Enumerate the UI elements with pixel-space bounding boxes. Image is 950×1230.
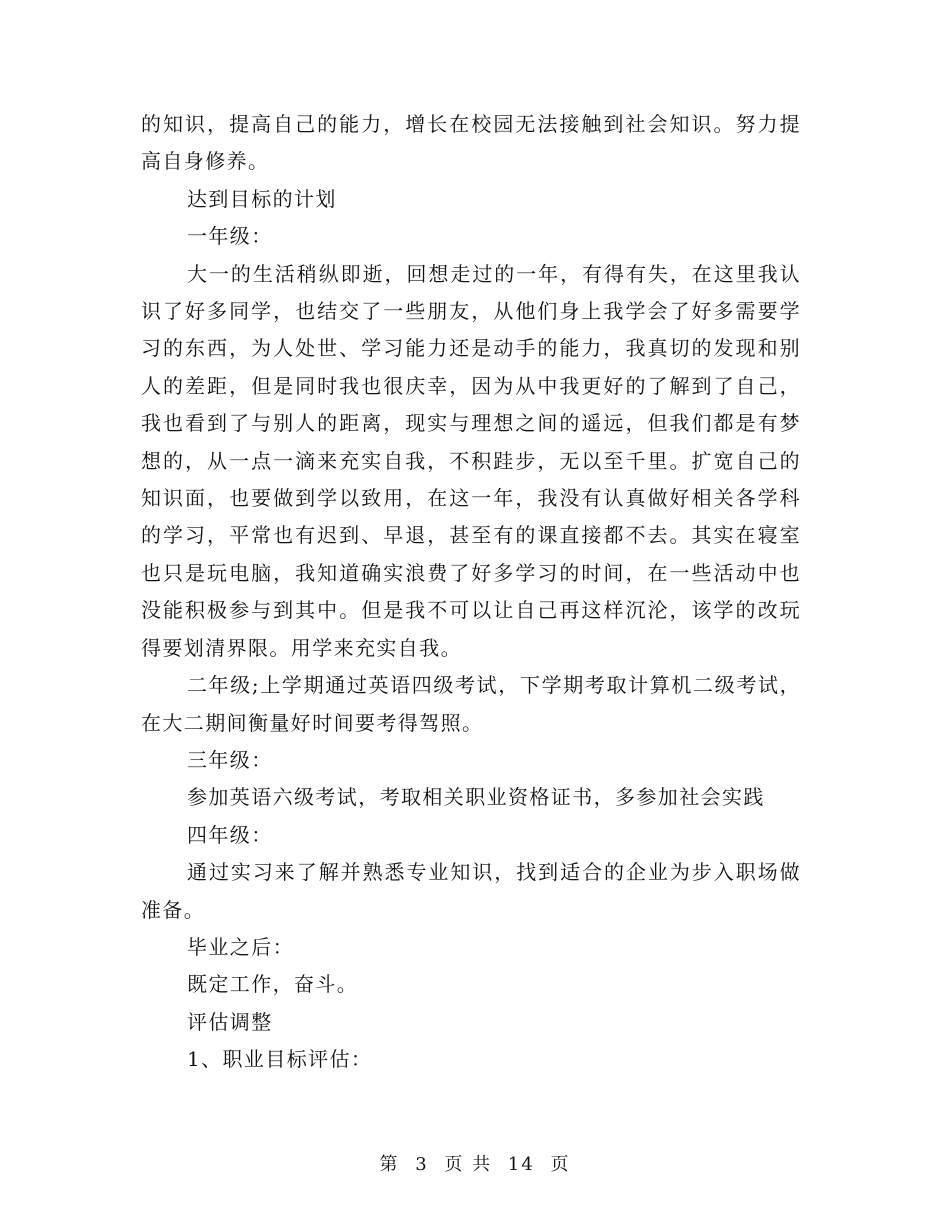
heading-plan: 达到目标的计划 [187, 186, 337, 211]
paragraph-year-four: 通过实习来了解并熟悉专业知识，找到适合的企业为步入职场做准备。 [141, 860, 801, 922]
heading-evaluation: 评估调整 [187, 1009, 273, 1034]
footer-middle: 页 共 [444, 1154, 493, 1175]
heading-after-graduation: 毕业之后： [187, 934, 294, 959]
heading-year-three: 三年级： [187, 747, 273, 772]
paragraph-continuation: 的知识，提高自己的能力，增长在校园无法接触到社会知识。努力提高自身修养。 [141, 112, 801, 174]
footer-prefix: 第 [379, 1154, 400, 1175]
heading-year-four: 四年级： [187, 822, 273, 847]
footer-suffix: 页 [550, 1154, 571, 1175]
current-page-number: 3 [415, 1154, 429, 1175]
paragraph-year-two: 二年级;上学期通过英语四级考试，下学期考取计算机二级考试，在大二期间衡量好时间要考得驾照。 [141, 673, 801, 735]
paragraph-after-graduation: 既定工作，奋斗。 [187, 972, 359, 997]
heading-career-goal-evaluation: 1、职业目标评估： [187, 1047, 373, 1072]
paragraph-year-three: 参加英语六级考试，考取相关职业资格证书，多参加社会实践 [187, 785, 765, 810]
document-body [141, 106, 801, 1079]
heading-year-one: 一年级： [187, 224, 273, 249]
page-footer [0, 1150, 950, 1176]
paragraph-year-one: 大一的生活稍纵即逝，回想走过的一年，有得有失，在这里我认识了好多同学，也结交了一些朋友，从他们身上我学会了好多需要学习的东西，为人处世、学习能力还是动手的能力，我真切的发现和别人的差距，但是同时我也很庆幸，因为从中我更好的了解到了自己，我也看到了与别人的距离，现实与理想之间的遥远，但我们都是有梦想的，从一点一滴来充实自我，不积跬步，无以至千里。扩宽自己的知识面，也要做到学以致用，在这一年，我没有认真做好相关各学科的学习，平常也有迟到、早退，甚至有的课直接都不去。其实在寝室也只是玩电脑，我知道确实浪费了好多学习的时间，在一些活动中也没能积极参与到其中。但是我不可以让自己再这样沉沦，该学的改玩得要划清界限。用学来充实自我。 [141, 261, 801, 660]
total-page-count: 14 [507, 1154, 535, 1175]
